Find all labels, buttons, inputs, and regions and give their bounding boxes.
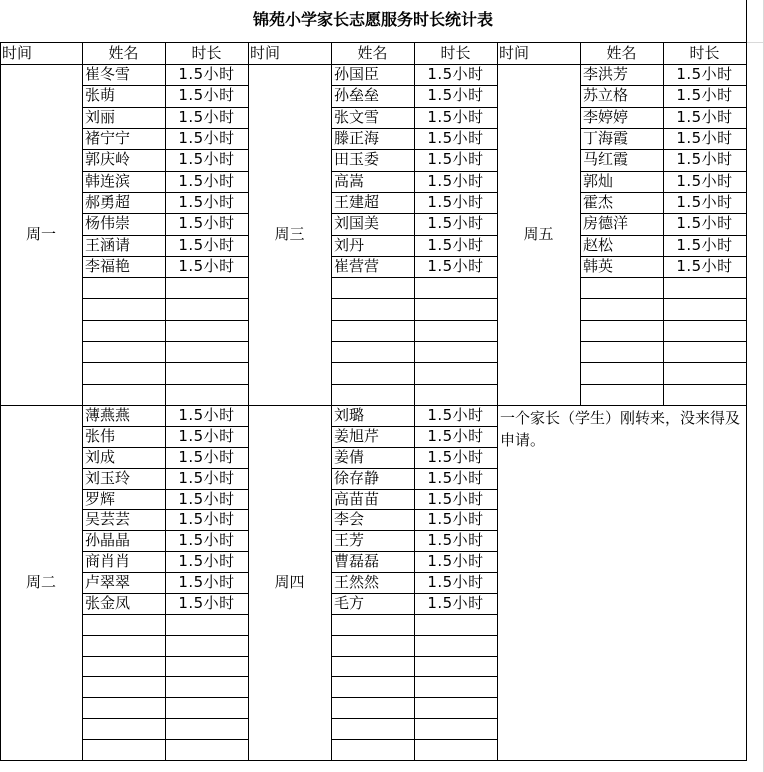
volunteer-name: 罗辉 (85, 490, 116, 508)
volunteer-name: 郭灿 (583, 172, 614, 190)
volunteer-name: 郭庆岭 (85, 150, 131, 168)
service-hours: 1.5小时 (178, 448, 235, 466)
service-hours: 1.5小时 (178, 65, 235, 83)
column-divider (165, 42, 166, 406)
volunteer-name: 徐存静 (334, 469, 380, 487)
volunteer-name: 卢翠翠 (85, 573, 131, 591)
volunteer-name: 王建超 (334, 193, 380, 211)
volunteer-name: 姜倩 (334, 448, 365, 466)
header-name: 姓名 (108, 44, 139, 62)
service-hours: 1.5小时 (178, 236, 235, 254)
volunteer-name: 毛方 (334, 594, 365, 612)
volunteer-name: 孙垒垒 (334, 86, 380, 104)
service-hours: 1.5小时 (676, 172, 733, 190)
service-hours: 1.5小时 (427, 490, 484, 508)
service-hours: 1.5小时 (427, 257, 484, 275)
service-hours: 1.5小时 (427, 427, 484, 445)
volunteer-name: 刘国美 (334, 214, 380, 232)
service-hours: 1.5小时 (178, 108, 235, 126)
service-hours: 1.5小时 (427, 448, 484, 466)
header-name: 姓名 (606, 44, 637, 62)
service-hours: 1.5小时 (676, 86, 733, 104)
service-hours: 1.5小时 (427, 86, 484, 104)
volunteer-name: 商肖肖 (85, 552, 131, 570)
volunteer-name: 霍杰 (583, 193, 614, 211)
volunteer-name: 刘丽 (85, 108, 116, 126)
volunteer-name: 李福艳 (85, 257, 131, 275)
volunteer-name: 崔冬雪 (85, 65, 131, 83)
header-name: 姓名 (357, 44, 388, 62)
volunteer-name: 马红霞 (583, 150, 629, 168)
volunteer-name: 李会 (334, 510, 365, 528)
column-divider (248, 42, 249, 406)
column-divider (497, 42, 498, 406)
service-hours: 1.5小时 (427, 531, 484, 549)
service-hours: 1.5小时 (178, 490, 235, 508)
service-hours: 1.5小时 (427, 129, 484, 147)
service-hours: 1.5小时 (178, 86, 235, 104)
volunteer-name: 崔营营 (334, 257, 380, 275)
volunteer-name: 丁海霞 (583, 129, 629, 147)
volunteer-name: 刘璐 (334, 406, 365, 424)
service-hours: 1.5小时 (676, 129, 733, 147)
volunteer-name: 孙晶晶 (85, 531, 131, 549)
volunteer-name: 褚宁宁 (85, 129, 131, 147)
service-hours: 1.5小时 (427, 108, 484, 126)
volunteer-name: 刘成 (85, 448, 116, 466)
block-divider (0, 405, 747, 406)
column-divider (580, 42, 581, 406)
service-hours: 1.5小时 (427, 193, 484, 211)
service-hours: 1.5小时 (427, 469, 484, 487)
service-hours: 1.5小时 (427, 172, 484, 190)
volunteer-name: 王涵请 (85, 236, 131, 254)
volunteer-name: 孙国臣 (334, 65, 380, 83)
service-hours: 1.5小时 (178, 193, 235, 211)
volunteer-name: 刘丹 (334, 236, 365, 254)
volunteer-name: 曹磊磊 (334, 552, 380, 570)
volunteer-name: 张伟 (85, 427, 116, 445)
table-border (0, 42, 747, 43)
volunteer-name: 韩连滨 (85, 172, 131, 190)
service-hours: 1.5小时 (178, 129, 235, 147)
table-border (0, 760, 747, 761)
column-divider (82, 405, 83, 761)
volunteer-name: 姜旭芹 (334, 427, 380, 445)
column-divider (497, 405, 498, 761)
service-hours: 1.5小时 (427, 573, 484, 591)
header-duration: 时长 (440, 44, 471, 62)
service-hours: 1.5小时 (178, 150, 235, 168)
header-time: 时间 (499, 44, 530, 62)
service-hours: 1.5小时 (178, 552, 235, 570)
remarks-note: 一个家长（学生）刚转来，没来得及申请。 (500, 409, 741, 449)
service-hours: 1.5小时 (427, 150, 484, 168)
service-hours: 1.5小时 (427, 552, 484, 570)
volunteer-name: 杨伟崇 (85, 214, 131, 232)
column-divider (331, 405, 332, 761)
table-border (0, 42, 1, 761)
service-hours: 1.5小时 (178, 531, 235, 549)
volunteer-name: 张金凤 (85, 594, 131, 612)
column-divider (663, 42, 664, 406)
volunteer-name: 张文雪 (334, 108, 380, 126)
volunteer-name: 张萌 (85, 86, 116, 104)
service-hours: 1.5小时 (676, 65, 733, 83)
volunteer-name: 吴芸芸 (85, 510, 131, 528)
grid-line (746, 42, 764, 43)
volunteer-name: 高嵩 (334, 172, 365, 190)
header-divider (0, 64, 747, 65)
volunteer-name: 田玉委 (334, 150, 380, 168)
volunteer-name: 苏立格 (583, 86, 629, 104)
service-hours: 1.5小时 (676, 193, 733, 211)
day-label: 周五 (523, 225, 554, 243)
volunteer-name: 薄燕燕 (85, 406, 131, 424)
service-hours: 1.5小时 (676, 150, 733, 168)
service-hours: 1.5小时 (427, 510, 484, 528)
volunteer-name: 韩英 (583, 257, 614, 275)
service-hours: 1.5小时 (427, 65, 484, 83)
header-time: 时间 (250, 44, 281, 62)
service-hours: 1.5小时 (178, 214, 235, 232)
sheet-title: 锦苑小学家长志愿服务时长统计表 (252, 10, 493, 29)
service-hours: 1.5小时 (178, 573, 235, 591)
day-label: 周二 (25, 573, 56, 591)
volunteer-name: 李婷婷 (583, 108, 629, 126)
volunteer-name: 郝勇超 (85, 193, 131, 211)
service-hours: 1.5小时 (427, 214, 484, 232)
service-hours: 1.5小时 (427, 406, 484, 424)
service-hours: 1.5小时 (676, 214, 733, 232)
service-hours: 1.5小时 (676, 236, 733, 254)
volunteer-name: 刘玉玲 (85, 469, 131, 487)
volunteer-name: 王然然 (334, 573, 380, 591)
service-hours: 1.5小时 (178, 510, 235, 528)
column-divider (414, 42, 415, 406)
service-hours: 1.5小时 (178, 427, 235, 445)
service-hours: 1.5小时 (178, 469, 235, 487)
volunteer-name: 王芳 (334, 531, 365, 549)
column-divider (248, 405, 249, 761)
column-divider (331, 42, 332, 406)
column-divider (82, 42, 83, 406)
volunteer-name: 滕正海 (334, 129, 380, 147)
volunteer-name: 赵松 (583, 236, 614, 254)
table-border (746, 0, 747, 761)
day-label: 周三 (274, 225, 305, 243)
service-hours: 1.5小时 (676, 257, 733, 275)
service-hours: 1.5小时 (676, 108, 733, 126)
header-duration: 时长 (191, 44, 222, 62)
day-label: 周四 (274, 573, 305, 591)
volunteer-name: 高苗苗 (334, 490, 380, 508)
service-hours: 1.5小时 (178, 406, 235, 424)
service-hours: 1.5小时 (178, 257, 235, 275)
service-hours: 1.5小时 (427, 594, 484, 612)
service-hours: 1.5小时 (178, 594, 235, 612)
volunteer-name: 房德洋 (583, 214, 629, 232)
header-duration: 时长 (689, 44, 720, 62)
column-divider (414, 405, 415, 761)
service-hours: 1.5小时 (427, 236, 484, 254)
header-time: 时间 (2, 44, 33, 62)
service-hours: 1.5小时 (178, 172, 235, 190)
column-divider (165, 405, 166, 761)
volunteer-name: 李洪芳 (583, 65, 629, 83)
day-label: 周一 (25, 225, 56, 243)
